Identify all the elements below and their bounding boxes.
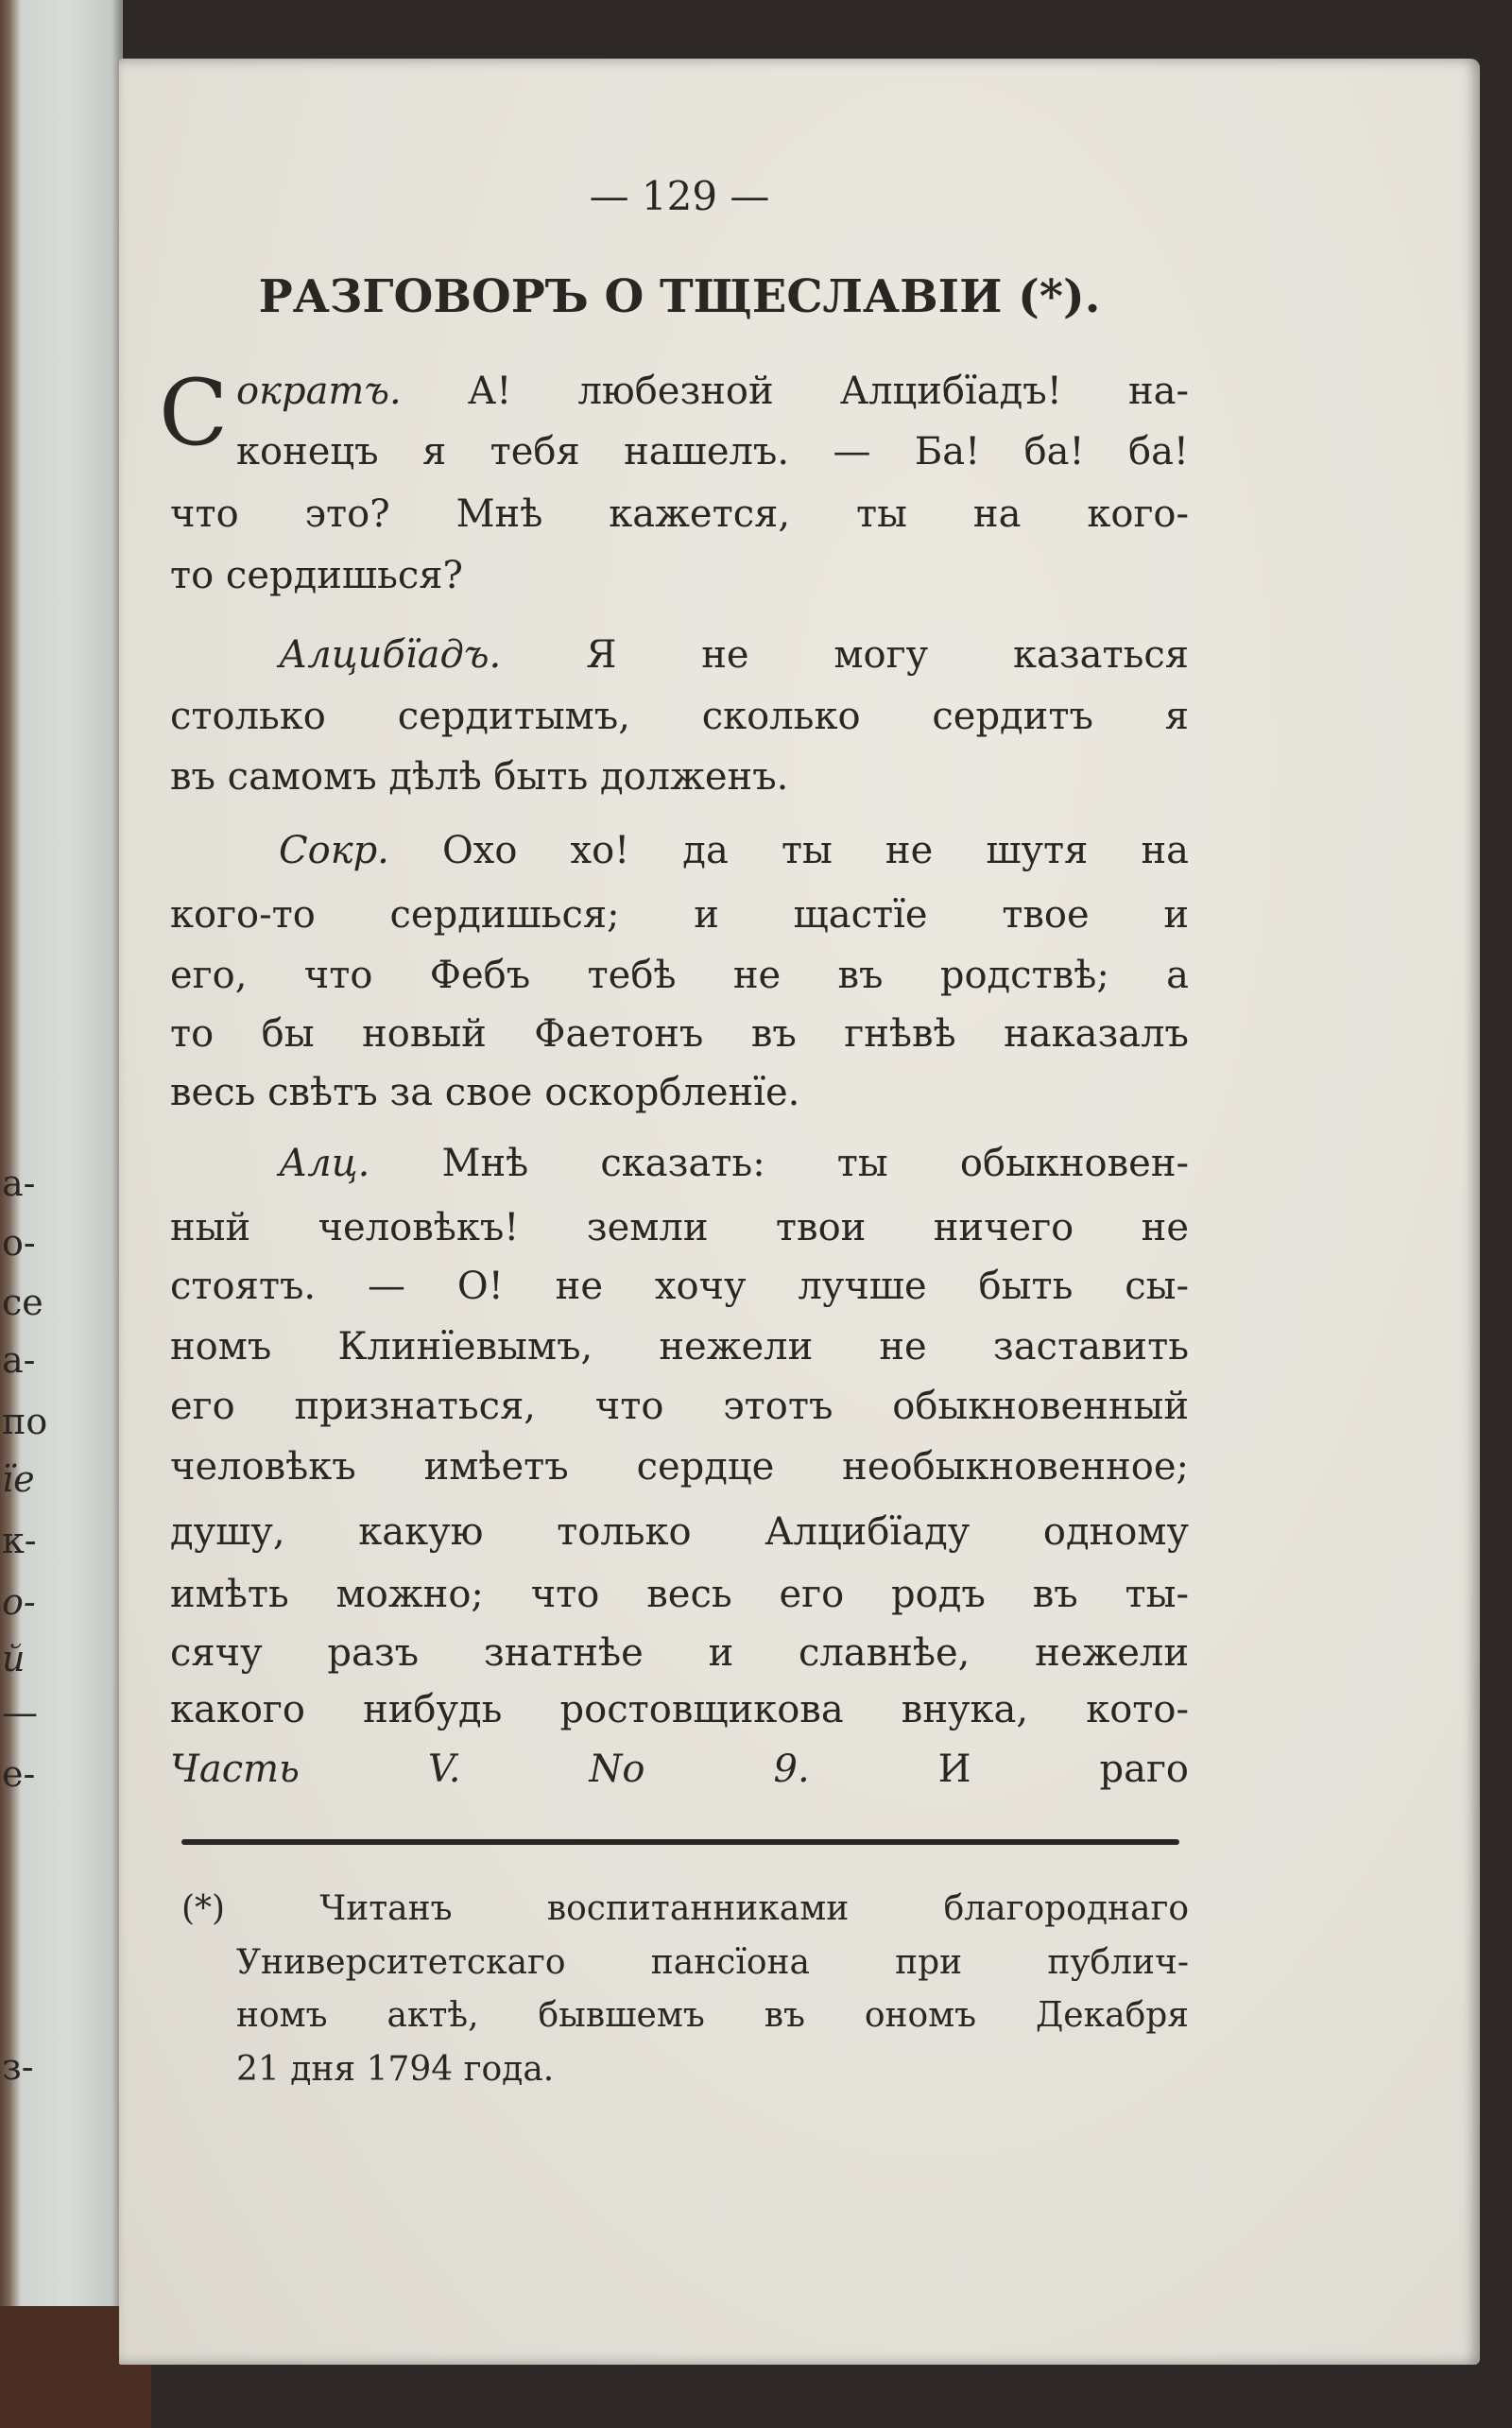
left-page-fragment: о- (2, 1222, 36, 1264)
line-text: что это? Мнѣ кажется, ты на кого- (170, 492, 1189, 536)
speaker-name: ократъ. (236, 370, 402, 413)
text-line (170, 1260, 1189, 1313)
text-line (170, 1007, 1189, 1060)
text-line (170, 488, 1189, 541)
text-line (279, 824, 1189, 877)
line-text: имѣть можно; что весь его родъ въ ты- (170, 1573, 1189, 1616)
text-line (170, 1380, 1189, 1433)
line-text: весь свѣтъ за свое оскорбленїе. (170, 1071, 800, 1114)
part-number: Часть V. No 9. (170, 1748, 810, 1791)
left-page-fragment: з- (2, 2046, 34, 2088)
footnote-line: (*) Читанъ воспитанниками благороднаго (181, 1889, 1189, 1928)
line-text: какого нибудь ростовщикова внука, кото- (170, 1688, 1189, 1731)
text-line (170, 949, 1189, 1002)
line-text: Я не могу казаться (586, 633, 1189, 677)
line-text: столько сердитымъ, сколько сердитъ я (170, 695, 1189, 738)
text-line (279, 1137, 1189, 1190)
footnote-line: номъ актѣ, бывшемъ въ ономъ Декабря (236, 1996, 1189, 2035)
text-line (170, 1201, 1189, 1254)
signature-mark: И (937, 1748, 971, 1791)
line-text: его признаться, что этотъ обыкновенный (170, 1385, 1189, 1428)
left-page-fragment: й (2, 1638, 26, 1679)
line-text: душу, какую только Алцибїаду одному (170, 1510, 1189, 1554)
text-line (170, 750, 1189, 803)
footnote-rule (181, 1839, 1179, 1845)
line-text: его, что Фебъ тебѣ не въ родствѣ; а (170, 954, 1189, 997)
left-page-fragment: о- (2, 1581, 36, 1623)
line-text: человѣкъ имѣетъ сердце необыкновенное; (170, 1445, 1189, 1489)
page-title: РАЗГОВОРЪ О ТЩЕСЛАВІИ (*). (258, 270, 1101, 323)
left-page-fragment: — (2, 1692, 38, 1733)
line-text: сячу разъ знатнѣе и славнѣе, нежели (170, 1631, 1189, 1675)
line-text: стоятъ. — О! не хочу лучше быть сы- (170, 1265, 1189, 1308)
left-page-fragment: по (2, 1401, 48, 1442)
left-page-fragment: е- (2, 1753, 36, 1795)
text-line (170, 1066, 1189, 1119)
line-text: то сердишься? (170, 554, 463, 597)
text-line (170, 1440, 1189, 1493)
left-page-fragment: їе (2, 1458, 35, 1500)
text-line (279, 629, 1189, 681)
text-line (170, 690, 1189, 743)
speaker-name: Алц. (279, 1142, 370, 1185)
text-line (170, 549, 1189, 602)
text-line (170, 1506, 1189, 1558)
footnote-line: Университетскаго пансїона при публич- (236, 1943, 1189, 1982)
left-page-fragment: се (2, 1282, 43, 1323)
speaker-name: Сокр. (279, 829, 389, 872)
text-line (236, 365, 1189, 418)
line-text: Мнѣ сказать: ты обыкновен- (441, 1142, 1189, 1185)
left-page-fragment: а- (2, 1339, 36, 1381)
speaker-name: Алцибїадъ. (279, 633, 502, 677)
line-text: кого-то сердишься; и щастїе твое и (170, 893, 1189, 937)
left-page-fragment: а- (2, 1162, 36, 1204)
footnote-line: 21 дня 1794 года. (236, 2050, 555, 2089)
line-text: А! любезной Алцибїадъ! на- (467, 370, 1190, 413)
text-line (170, 1627, 1189, 1679)
line-text: то бы новый Фаетонъ въ гнѣвѣ наказалъ (170, 1012, 1189, 1056)
drop-cap: С (159, 360, 229, 466)
text-line (170, 1568, 1189, 1621)
line-text: конецъ я тебя нашелъ. — Ба! ба! ба! (236, 430, 1189, 474)
line-text: номъ Клинїевымъ, нежели не заставить (170, 1325, 1189, 1369)
text-line (170, 1683, 1189, 1736)
text-line (170, 888, 1189, 941)
page-number: — 129 — (589, 173, 770, 219)
catchword: раго (1099, 1748, 1190, 1791)
line-text: Охо хо! да ты не шутя на (442, 829, 1190, 872)
line-text: въ самомъ дѣлѣ быть долженъ. (170, 755, 789, 799)
line-text: ный человѣкъ! земли твои ничего не (170, 1206, 1189, 1249)
left-page-fragment: к- (2, 1520, 37, 1561)
text-line (170, 1320, 1189, 1373)
signature-line (170, 1743, 1189, 1796)
text-line (236, 425, 1189, 478)
